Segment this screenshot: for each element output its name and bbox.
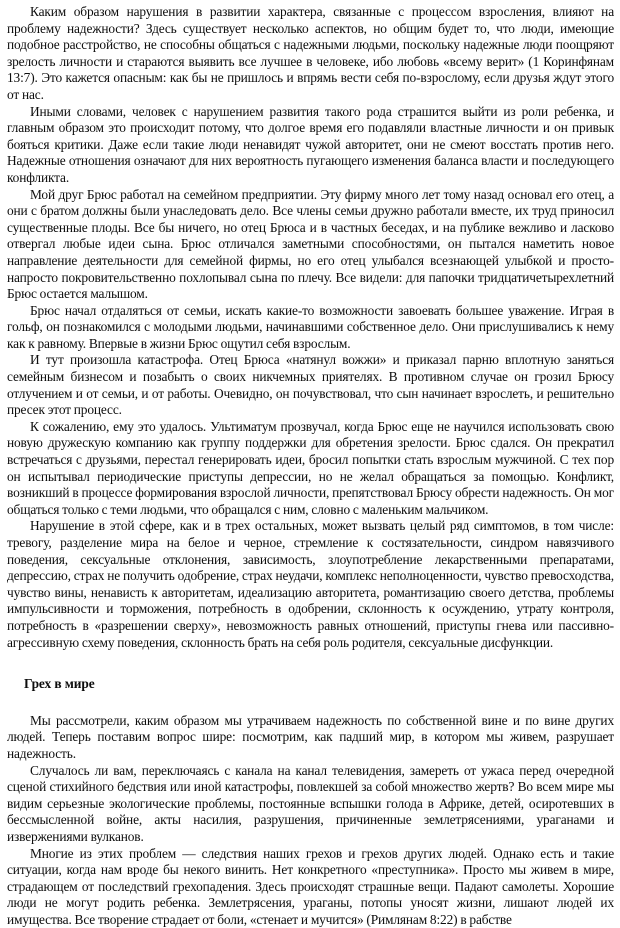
section-heading: Грех в мире (24, 676, 614, 693)
paragraph: Мы рассмотрели, каким образом мы утрачиваем надежность по собственной вине и по вине других людей. Теперь поставим вопрос шире: посмотрим, как падший мир, в котором мы живем, разрушает надежность. (7, 713, 614, 763)
paragraph: И тут произошла катастрофа. Отец Брюса «натянул вожжи» и приказал парню вплотную заняться семейным бизнесом и позабыть о своих никчемных приятелях. В противном случае он грозил Брюсу отлучением и от семьи, и от работы. Очевидно, он почувствовал, что сын начинает взрослеть, и решительно пресек этот процесс. (7, 352, 614, 418)
paragraph: Каким образом нарушения в развитии характера, связанные с процессом взросления, влияют на проблему надежности? Здесь существует несколько аспектов, но общим будет то, что люди, имеющие подобное расстройство, не способны общаться с надежными людьми, поскольку надежные люди поощряют зрелость личности и стараются выявить все лучшее в человеке, ибо любовь «всему верит» (1 Коринфянам 13:7). Это кажется опасным: как бы не пришлось и впрямь вести себя по-взрослому, если друзья ждут этого от нас. (7, 4, 614, 104)
paragraph: Многие из этих проблем — следствия наших грехов и грехов других людей. Однако есть и такие ситуации, когда нам вроде бы некого винить. Нет конкретного «преступника». Просто мы живем в мире, страдающем от последствий грехопадения. Здесь происходят страшные вещи. Падают самолеты. Хорошие люди не могут родить ребенка. Землетрясения, ураганы, потопы уносят жизни, лишают людей их имущества. Все творение страдает от боли, «стенает и мучится» (Римлянам 8:22) в рабстве (7, 846, 614, 928)
paragraph: Нарушение в этой сфере, как и в трех остальных, может вызвать целый ряд симптомов, в том числе: тревогу, разделение мира на белое и черное, стремление к состязательности, синдром навязчивого поведения, сексуальные отклонения, зависимость, злоупотребление лекарственными препаратами, депрессию, страх не получить одобрение, страх неудачи, комплекс неполноценности, чувство превосходства, чувство вины, ненависть к авторитетам, идеализацию авторитета, романтизацию своего детства, проблемы импульсивности и торможения, потребность в одобрении, склонность к осуждению, утрату контроля, потребность в «разрешении сверху», невозможность равных отношений, приступы гнева или пассивно-агрессивную схему поведения, склонность брать на себя роль родителя, сексуальные дисфункции. (7, 518, 614, 651)
paragraph: Мой друг Брюс работал на семейном предприятии. Эту фирму много лет тому назад основал его отец, а они с братом должны были унаследовать дело. Все члены семьи дружно работали вместе, их труд приносил существенные плоды. Все бы ничего, но отец Брюса и в частных беседах, и на публике вежливо и ласково отвергал любые идеи сына. Брюс отличался заметными способностями, он пытался наметить новое направление деятельности для семейной фирмы, но его отец улыбался всезнающей улыбкой и просто-напросто покровительственно похлопывал сына по плечу. Все видели: для папочки тридцатичетырехлетний Брюс остается малышом. (7, 187, 614, 303)
paragraph: Случалось ли вам, переключаясь с канала на канал телевидения, замереть от ужаса перед очередной сценой стихийного бедствия или иной катастрофы, повлекшей за собой множество жертв? Во всем мире мы видим серьезные экологические проблемы, постоянные вспышки голода в Африке, детей, осиротевших в бессмысленной войне, акты насилия, разрушения, причиненные землетрясениями, ураганами и извержениями вулканов. (7, 763, 614, 846)
paragraph: Брюс начал отдаляться от семьи, искать какие-то возможности завоевать большее уважение. Играя в гольф, он познакомился с молодыми людьми, начинавшими собственное дело. Они прислушивались к нему как к равному. Впервые в жизни Брюс ощутил себя взрослым. (7, 303, 614, 353)
paragraph: Иными словами, человек с нарушением развития такого рода страшится выйти из роли ребенка, и главным образом это происходит потому, что долгое время его подавляли властные личности и он привык бояться критики. Даже если такие люди ненавидят чужой авторитет, они не смеют восстать против него. Надежные отношения означают для них вероятность пугающего изменения баланса власти и последующего конфликта. (7, 104, 614, 187)
paragraph: К сожалению, ему это удалось. Ультиматум прозвучал, когда Брюс еще не научился использовать свою новую дружескую компанию как группу поддержки для обретения зрелости. Брюс сдался. Он прекратил встречаться с друзьями, перестал генерировать идеи, бросил попытки стать взрослым мужчиной. С тех пор он испытывал периодические приступы депрессии, но не желал обращаться за помощью. Конфликт, возникший в процессе формирования взрослой личности, препятствовал Брюсу обрести надежность. Он мог общаться только с теми людьми, что обращался с ним, словно с маленьким мальчиком. (7, 419, 614, 519)
